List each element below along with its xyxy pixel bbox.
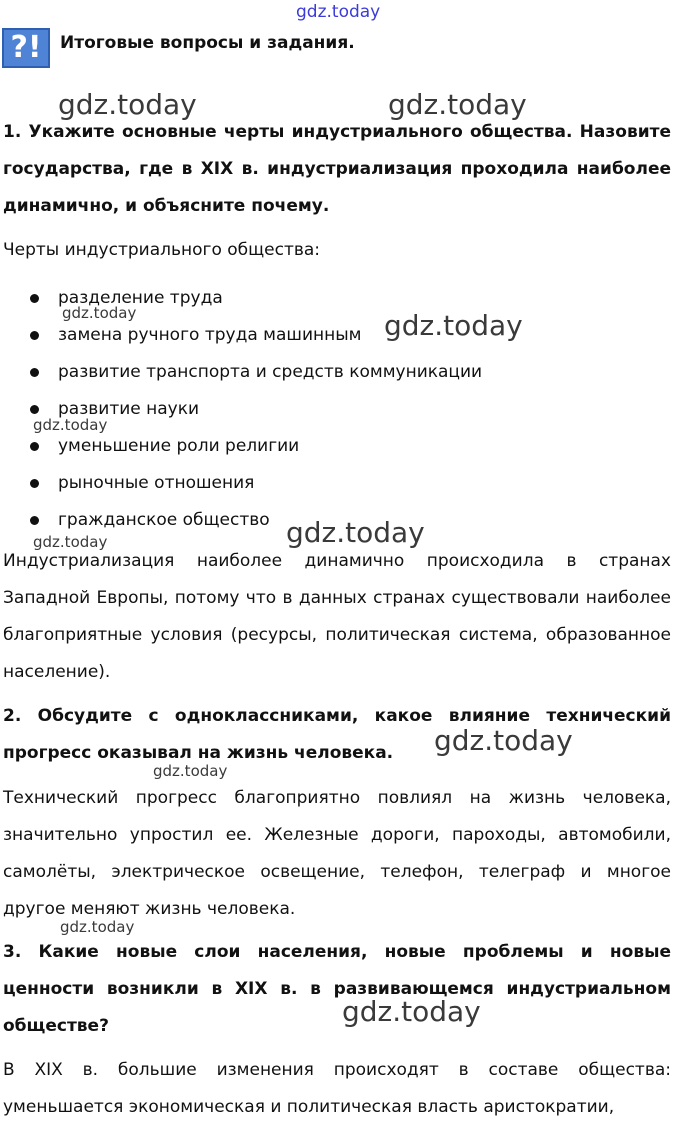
features-intro: Черты индустриального общества: — [3, 240, 321, 260]
answer-2: Технический прогресс благоприятно повлиял на жизнь человека, значительно упростил ее. Железные дороги, пароходы, автомобили, самолёты, электрическое освещение, телефон, телеграф и многое другое меняют жизнь человека. — [3, 788, 671, 919]
watermark: gdz.today — [342, 995, 481, 1028]
watermark: gdz.today — [153, 762, 228, 780]
question-1: 1. Укажите основные черты индустриального общества. Назовите государства, где в XIX в. индустриализация проходила наиболее динамично, и объясните почему. — [3, 122, 671, 216]
list-item: развитие транспорта и средств коммуникации — [30, 354, 482, 391]
watermark: gdz.today — [60, 918, 135, 936]
watermark: gdz.today — [384, 309, 523, 342]
list-item: гражданское общество — [30, 502, 482, 539]
list-item: замена ручного труда машинным — [30, 317, 482, 354]
list-item: уменьшение роли религии — [30, 428, 482, 465]
watermark: gdz.today — [33, 416, 108, 434]
watermark: gdz.today — [286, 516, 425, 549]
list-item: разделение труда — [30, 280, 482, 317]
answer-1: Индустриализация наиболее динамично происходила в странах Западной Европы, потому что в данных странах существовали наиболее благоприятные условия (ресурсы, политическая система, образованное население). — [3, 551, 671, 682]
answer-3: В XIX в. большие изменения происходят в составе общества: уменьшается экономическая и политическая власть аристократии, — [3, 1060, 671, 1117]
list-item: развитие науки — [30, 391, 482, 428]
watermark: gdz.today — [388, 88, 527, 121]
features-list — [30, 280, 482, 539]
watermark-top: gdz.today — [296, 2, 381, 22]
question-exclamation-icon: ?! — [2, 28, 50, 68]
list-item: рыночные отношения — [30, 465, 482, 502]
watermark: gdz.today — [58, 88, 197, 121]
watermark: gdz.today — [434, 724, 573, 757]
question-2: 2. Обсудите с одноклассниками, какое влияние технический прогресс оказывал на жизнь человека. — [3, 706, 671, 763]
watermark: gdz.today — [62, 304, 137, 322]
section-title: Итоговые вопросы и задания. — [60, 33, 355, 53]
watermark: gdz.today — [33, 533, 108, 551]
question-3: 3. Какие новые слои населения, новые проблемы и новые ценности возникли в XIX в. в развивающемся индустриальном обществе? — [3, 942, 671, 1036]
